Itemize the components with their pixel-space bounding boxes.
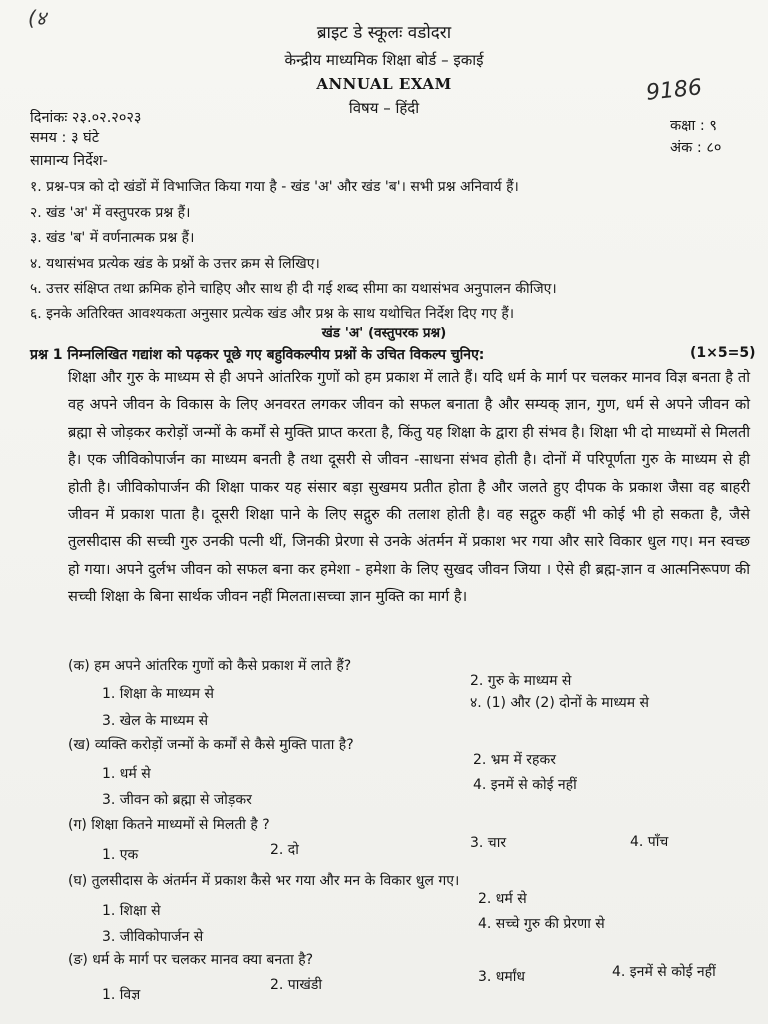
option-gha-4: 4. सच्चे गुरु की प्रेरणा से (478, 916, 605, 932)
board-name: केन्द्रीय माध्यमिक शिक्षा बोर्ड – इकाई (284, 51, 484, 69)
instruction-item: ४. यथासंभव प्रत्येक खंड के प्रश्नों के उत्तर क्रम से लिखिए। (30, 256, 320, 272)
option-ga-1: 1. एक (102, 847, 139, 863)
option-ka-4: ४. (1) और (2) दोनों के माध्यम से (470, 695, 650, 711)
option-kha-2: 2. भ्रम में रहकर (473, 752, 556, 768)
instruction-item: १. प्रश्न-पत्र को दो खंडों में विभाजित किया गया है - खंड 'अ' और खंड 'ब'। सभी प्रश्न अनिवार्य हैं। (30, 179, 519, 195)
question-1-marks: (1×5=5) (690, 345, 756, 361)
question-1-passage: शिक्षा और गुरु के माध्यम से ही अपने आंतरिक गुणों को हम प्रकाश में लाते हैं। यदि धर्म के मार्ग पर चलकर मानव विज्ञ बनता है तो वह अपने जीवन के विकास के लिए अनवरत लगकर जीवन को सफल बनाता है और सम्यक् ज्ञान, गुण, धर्म से अपने जीवन को ब्रह्मा से जोड़कर करोड़ों जन्मों के कर्मों से मुक्ति प्राप्त करता है, किंतु यह शिक्षा के द्वारा ही संभव है। शिक्षा भी दो माध्यमों से मिलती है। एक जीविकोपार्जन का माध्यम बनती है तथा दूसरी से जीवन -साधना संभव होती है। दोनों में परिपूर्णता गुरु के माध्यम से ही होती है। जीविकोपार्जन की शिक्षा पाकर यह संसार बड़ा सुखमय प्रतीत होता है और जलते हुए दीपक के प्रकाश जैसा वह बाहरी जीवन में प्रकाश पाता है। दूसरी शिक्षा पाने के लिए सद्गुरु की तलाश होती है। वह सद्गुरु कहीं भी कोई भी हो सकता है, जैसे तुलसीदास की सच्ची गुरु उनकी पत्नी थीं, जिनकी प्रेरणा से उनके अंतर्मन में प्रकाश भर गया और सारे विकार धुल गए। मन स्वच्छ हो गया। अपने दुर्लभ जीवन को सफल बना कर हमेशा - हमेशा के लिए सुखद जीवन जिया । ऐसे ही ब्रह्म-ज्ञान व आत्मनिरूपण की सच्ची शिक्षा के बिना सार्थक जीवन नहीं मिलता।सच्चा ज्ञान मुक्ति का मार्ग है। (68, 369, 750, 606)
option-kha-1: 1. धर्म से (102, 766, 151, 782)
subject: विषय – हिंदी (348, 99, 420, 117)
instruction-item: २. खंड 'अ' में वस्तुपरक प्रश्न हैं। (30, 205, 191, 221)
option-ga-2: 2. दो (270, 842, 299, 858)
marks-label: अंक : ८० (670, 140, 722, 156)
subquestion-kha: (ख) व्यक्ति करोड़ों जन्मों के कर्मों से कैसे मुक्ति पाता है? (68, 737, 354, 753)
option-gha-1: 1. शिक्षा से (102, 903, 161, 919)
option-nga-4: 4. इनमें से कोई नहीं (612, 964, 716, 980)
question-1-prompt: प्रश्न 1 निम्नलिखित गद्यांश को पढ़कर पूछे गए बहुविकल्पीय प्रश्नों के उचित विकल्प चुनिए: (30, 347, 485, 363)
option-gha-3: 3. जीविकोपार्जन से (102, 929, 204, 945)
option-ga-4: 4. पाँच (630, 834, 669, 850)
option-kha-3: 3. जीवन को ब्रह्मा से जोड़कर (102, 792, 252, 808)
subquestion-ka: (क) हम अपने आंतरिक गुणों को कैसे प्रकाश में लाते हैं? (68, 658, 352, 674)
subquestion-ga: (ग) शिक्षा कितने माध्यमों से मिलती है ? (68, 817, 270, 833)
exam-time: समय : ३ घंटे (30, 130, 100, 146)
option-ka-3: 3. खेल के माध्यम से (102, 713, 209, 729)
instructions-heading: सामान्य निर्देश- (30, 153, 108, 169)
handwritten-roll-number: 9186 (644, 75, 704, 106)
option-kha-4: 4. इनमें से कोई नहीं (473, 777, 577, 793)
exam-date: दिनांकः २३.०२.२०२३ (30, 110, 142, 126)
subquestion-gha: (घ) तुलसीदास के अंतर्मन में प्रकाश कैसे भर गया और मन के विकार धुल गए। (68, 873, 460, 889)
subquestion-nga: (ङ) धर्म के मार्ग पर चलकर मानव क्या बनता है? (68, 952, 314, 968)
option-ka-2: 2. गुरु के माध्यम से (470, 673, 572, 689)
option-ga-3: 3. चार (470, 835, 507, 851)
school-name: ब्राइट डे स्कूलः वडोदरा (316, 23, 452, 43)
option-gha-2: 2. धर्म से (478, 891, 527, 907)
option-nga-3: 3. धर्मांध (478, 969, 526, 985)
exam-title: ANNUAL EXAM (316, 75, 452, 93)
instruction-item: ६. इनके अतिरिक्त आवश्यकता अनुसार प्रत्येक खंड और प्रश्न के साथ यथोचित निर्देश दिए गए हैं। (30, 306, 515, 322)
class-label: कक्षा : ९ (670, 118, 717, 134)
instruction-item: ५. उत्तर संक्षिप्त तथा क्रमिक होने चाहिए और साथ ही दी गई शब्द सीमा का यथासंभव अनुपालन कीजिए। (30, 281, 557, 297)
option-ka-1: 1. शिक्षा के माध्यम से (102, 686, 214, 702)
option-nga-2: 2. पाखंडी (270, 977, 322, 993)
instruction-item: ३. खंड 'ब' में वर्णनात्मक प्रश्न हैं। (30, 230, 195, 246)
section-a-title: खंड 'अ' (वस्तुपरक प्रश्न) (321, 325, 447, 341)
corner-handwritten-mark: (४ (28, 6, 47, 30)
option-nga-1: 1. विज्ञ (102, 987, 141, 1003)
